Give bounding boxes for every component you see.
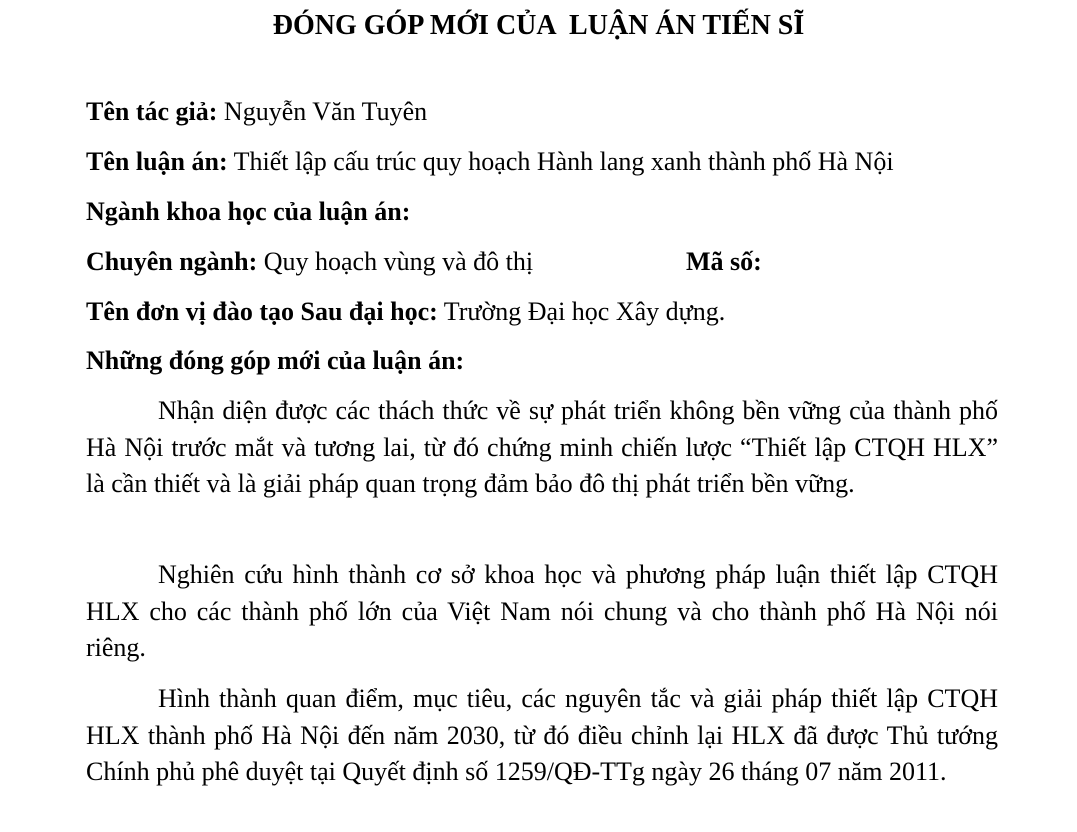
document-title: ĐÓNG GÓP MỚI CỦA LUẬN ÁN TIẾN SĨ [272, 10, 805, 41]
thesis-label: Tên luận án: [86, 147, 228, 176]
institution-label: Tên đơn vị đào tạo Sau đại học: [86, 297, 438, 326]
author-label: Tên tác giả: [86, 97, 218, 126]
contributions-heading [86, 345, 464, 377]
code-label: Mã số: [686, 247, 762, 276]
author-value: Nguyễn Văn Tuyên [217, 97, 428, 126]
thesis-value: Thiết lập cấu trúc quy hoạch Hành lang xanh thành phố Hà Nội [227, 147, 894, 176]
institution-line [86, 296, 725, 328]
contribution-paragraph-1: Nhận diện được các thách thức về sự phát triển không bền vững của thành phố Hà Nội trước mắt và tương lai, từ đó chứng minh chiến lược “Thiết lập CTQH HLX” là cần thiết và là giải pháp quan trọng đảm bảo đô thị phát triển bền vững. [86, 396, 998, 498]
science-field-line [86, 196, 410, 228]
institution-value: Trường Đại học Xây dựng. [437, 297, 726, 326]
contributions-heading-label: Những đóng góp mới của luận án: [86, 346, 465, 375]
contribution-paragraph-3: Hình thành quan điểm, mục tiêu, các nguyên tắc và giải pháp thiết lập CTQH HLX thành phố Hà Nội đến năm 2030, từ đó điều chỉnh lại HLX đã được Thủ tướng Chính phủ phê duyệt tại Quyết định số 1259/QĐ-TTg ngày 26 tháng 07 năm 2011. [86, 684, 998, 786]
contribution-paragraph-2: Nghiên cứu hình thành cơ sở khoa học và phương pháp luận thiết lập CTQH HLX cho các thành phố lớn của Việt Nam nói chung và cho thành phố Hà Nội nói riêng. [86, 560, 998, 662]
specialization-label: Chuyên ngành: [86, 247, 258, 276]
specialization-value: Quy hoạch vùng và đô thị [257, 247, 534, 276]
author-line [86, 96, 427, 128]
specialization-line [86, 246, 533, 278]
thesis-line [86, 146, 894, 178]
science-field-label: Ngành khoa học của luận án: [86, 197, 411, 226]
